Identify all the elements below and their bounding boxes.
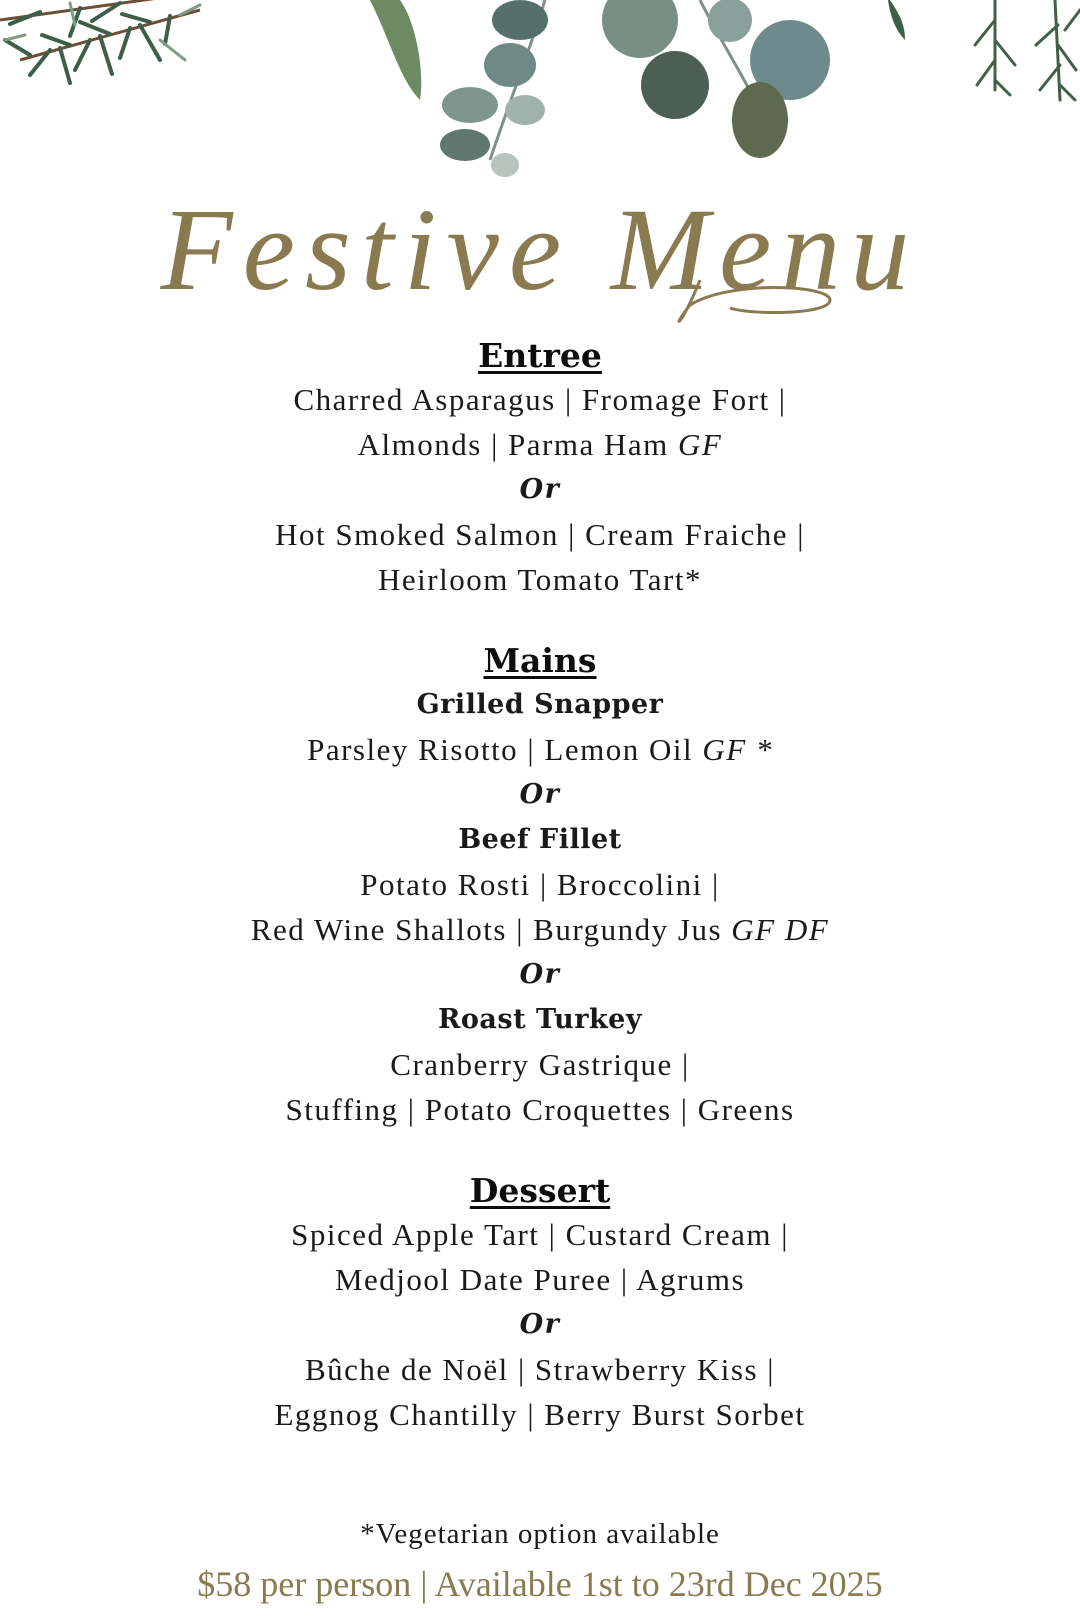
menu-line-text: Almonds | Parma Ham [357,427,669,462]
leaf-icon [888,0,905,40]
entree-section [0,335,1080,602]
dessert-section [0,1170,1080,1437]
title-flourish-icon [670,270,840,340]
menu-line-text: Red Wine Shallots | Burgundy Jus [250,912,723,947]
or-divider: Or [519,474,561,505]
or-divider: Or [519,1309,561,1340]
menu-line [0,907,1080,952]
menu-line: Charred Asparagus | Fromage Fort | [293,382,787,417]
menu-line: Stuffing | Potato Croquettes | Greens [285,1092,795,1127]
menu-line: Heirloom Tomato Tart* [378,562,702,597]
dish-name: Beef Fillet [458,824,622,855]
page-title: Festive Menu [160,184,920,315]
menu-body [0,335,1080,1437]
mains-section [0,640,1080,1132]
menu-line: Eggnog Chantilly | Berry Burst Sorbet [274,1397,806,1432]
eucalyptus-branch-icon [440,0,548,177]
eucalyptus-cluster-icon [602,0,830,158]
menu-line: Cranberry Gastrique | [390,1047,690,1082]
dietary-tag: GF [678,427,723,462]
leaf-icon [370,0,421,100]
pine-branch-left-icon [0,0,200,83]
dish-name: Grilled Snapper [416,689,664,720]
menu-line: Medjool Date Puree | Agrums [334,1262,746,1297]
section-heading-mains: Mains [483,641,597,680]
menu-line-text: Parsley Risotto | Lemon Oil [307,732,694,767]
dish-name: Roast Turkey [437,1004,643,1035]
price-availability: $58 per person | Available 1st to 23rd Dec 2025 [197,1564,883,1604]
pine-branch-right-icon [975,0,1080,100]
section-heading-dessert: Dessert [469,1171,611,1210]
menu-line: Spiced Apple Tart | Custard Cream | [291,1217,789,1252]
menu-line: Hot Smoked Salmon | Cream Fraiche | [275,517,805,552]
vegetarian-note: *Vegetarian option available [360,1518,720,1550]
menu-line [0,422,1080,467]
section-heading-entree: Entree [478,336,602,375]
or-divider: Or [519,959,561,990]
menu-line: Bûche de Noël | Strawberry Kiss | [305,1352,775,1387]
or-divider: Or [519,779,561,810]
dietary-tag: GF DF [731,912,830,947]
menu-line: Potato Rosti | Broccolini | [360,867,720,902]
menu-line [0,727,1080,772]
dietary-tag: GF * [702,732,773,767]
foliage-decoration [0,0,1080,180]
